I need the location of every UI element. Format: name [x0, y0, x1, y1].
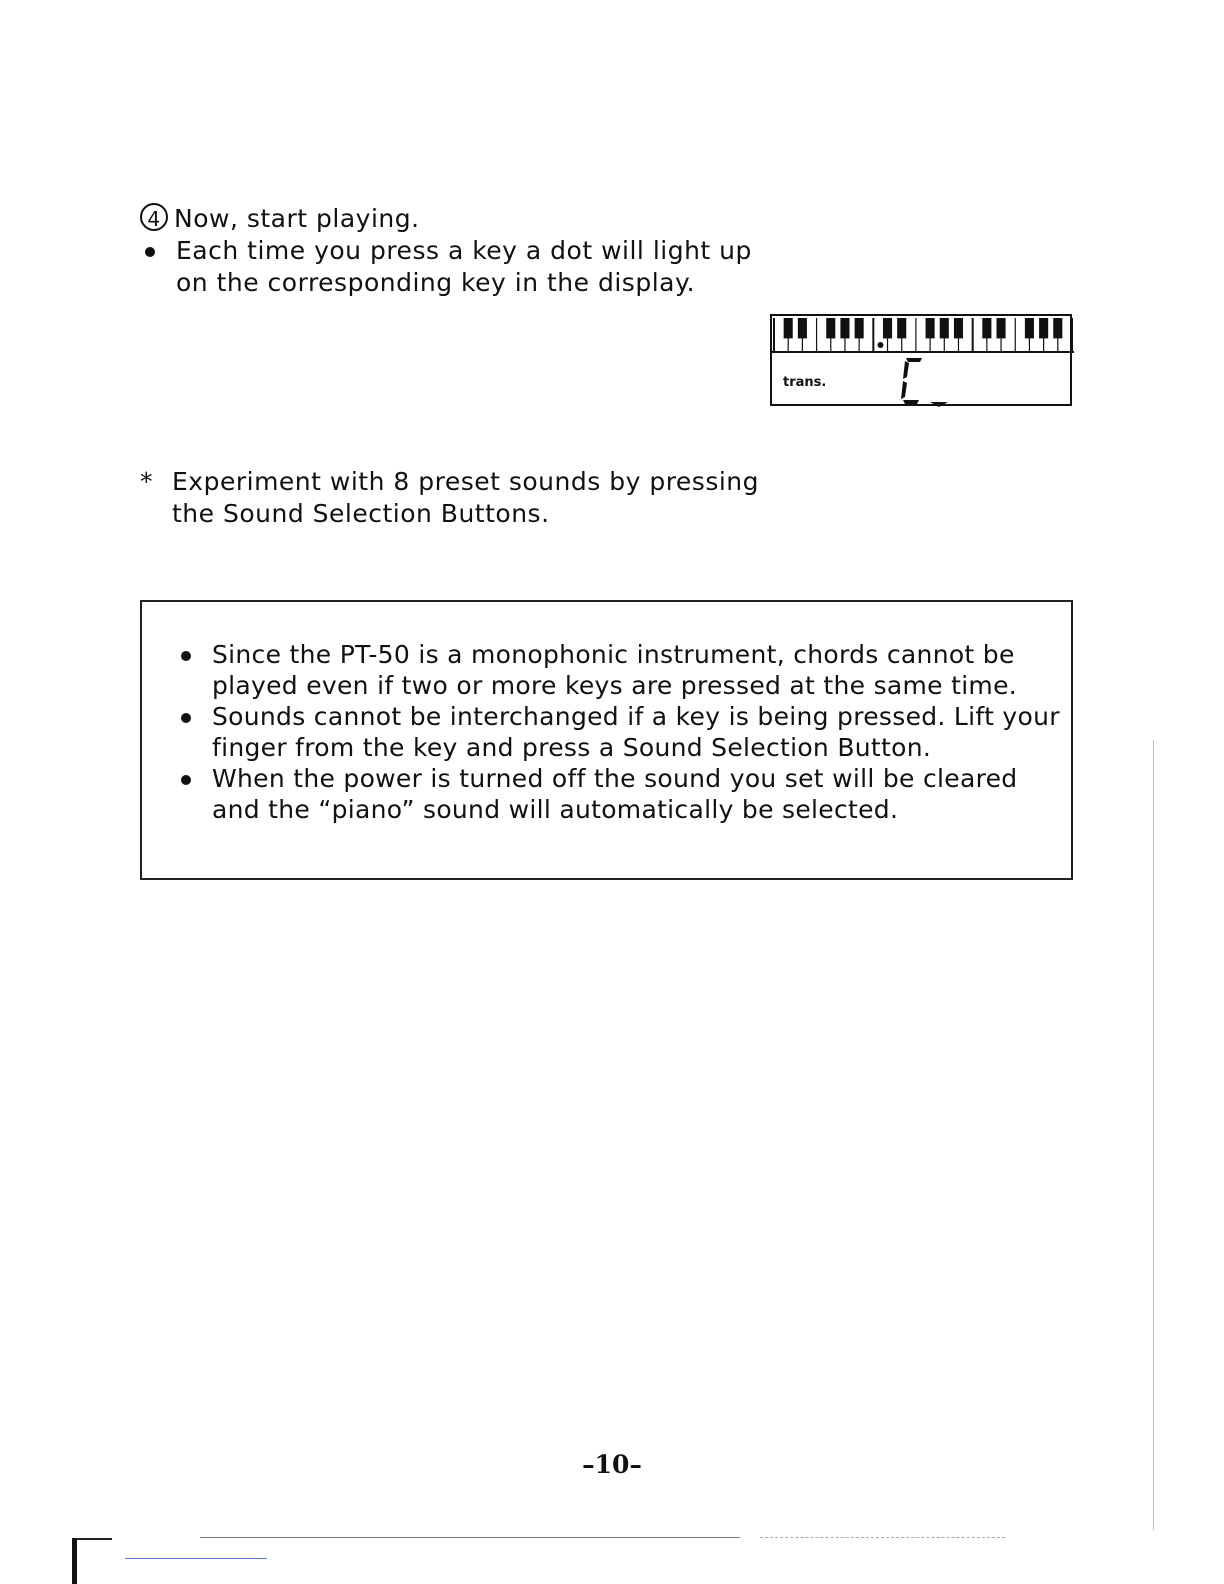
scan-edge-line — [125, 1558, 267, 1559]
lit-key-dot — [877, 342, 883, 348]
scan-right-edge — [1153, 740, 1154, 1530]
transpose-pointer-icon — [930, 402, 948, 407]
lcd-display-illustration — [770, 314, 1072, 406]
caution-list — [176, 639, 1060, 825]
bullet-dot — [140, 235, 176, 267]
scan-bottom-line — [760, 1537, 1005, 1538]
note-text: Experiment with 8 preset sounds by pressing — [172, 467, 760, 496]
black-key — [798, 318, 807, 338]
bullet-line — [140, 235, 780, 267]
black-key — [1025, 318, 1034, 338]
trans-label: trans. — [783, 375, 827, 390]
black-key — [897, 318, 906, 338]
bullet-dot — [176, 701, 212, 732]
caution-text-continued: played even if two or more keys are pressed at the same time. — [212, 671, 1018, 700]
black-key — [997, 318, 1006, 338]
caution-text-continued: and the “piano” sound will automatically be selected. — [212, 795, 899, 824]
scan-edge-mark — [72, 1538, 112, 1540]
caution-text: Since the PT-50 is a monophonic instrument, chords cannot be — [212, 640, 1015, 669]
step-title-text: Now, start playing. — [174, 204, 420, 233]
bullet-line-continued: on the corresponding key in the display. — [176, 268, 696, 297]
bullet-dot — [176, 763, 212, 794]
step-title — [140, 203, 780, 235]
black-key — [1039, 318, 1048, 338]
black-key — [954, 318, 963, 338]
caution-text: When the power is turned off the sound you set will be cleared — [212, 764, 1018, 793]
black-key — [840, 318, 849, 338]
note-marker: * — [140, 467, 153, 496]
black-key — [940, 318, 949, 338]
page-number: –10– — [582, 1450, 642, 1479]
black-key — [883, 318, 892, 338]
note-text-continued: the Sound Selection Buttons. — [172, 499, 550, 528]
caution-item — [176, 701, 1060, 732]
readout-segment-upper-left — [903, 361, 909, 379]
black-key — [826, 318, 835, 338]
scan-edge-mark — [72, 1538, 77, 1584]
black-key — [855, 318, 864, 338]
caution-item — [176, 639, 1056, 670]
step-number-badge: 4 — [140, 203, 168, 231]
bullet-text: Each time you press a key a dot will light up — [176, 236, 752, 265]
black-key — [982, 318, 991, 338]
bullet-dot — [176, 639, 212, 670]
black-key — [926, 318, 935, 338]
caution-box — [140, 600, 1073, 880]
scan-bottom-line — [200, 1537, 740, 1538]
black-key — [784, 318, 793, 338]
caution-text: Sounds cannot be interchanged if a key is being pressed. Lift your — [212, 702, 1060, 731]
caution-item — [176, 763, 1056, 794]
readout-segment-lower-left — [901, 381, 907, 399]
readout-segment-bottom — [903, 400, 919, 404]
experiment-note — [140, 466, 780, 530]
step-4-section — [140, 203, 780, 299]
readout-segment-top — [906, 358, 922, 362]
caution-text-continued: finger from the key and press a Sound Selection Button. — [212, 733, 932, 762]
keyboard-display-graphic — [772, 316, 1074, 408]
black-key — [1053, 318, 1062, 338]
